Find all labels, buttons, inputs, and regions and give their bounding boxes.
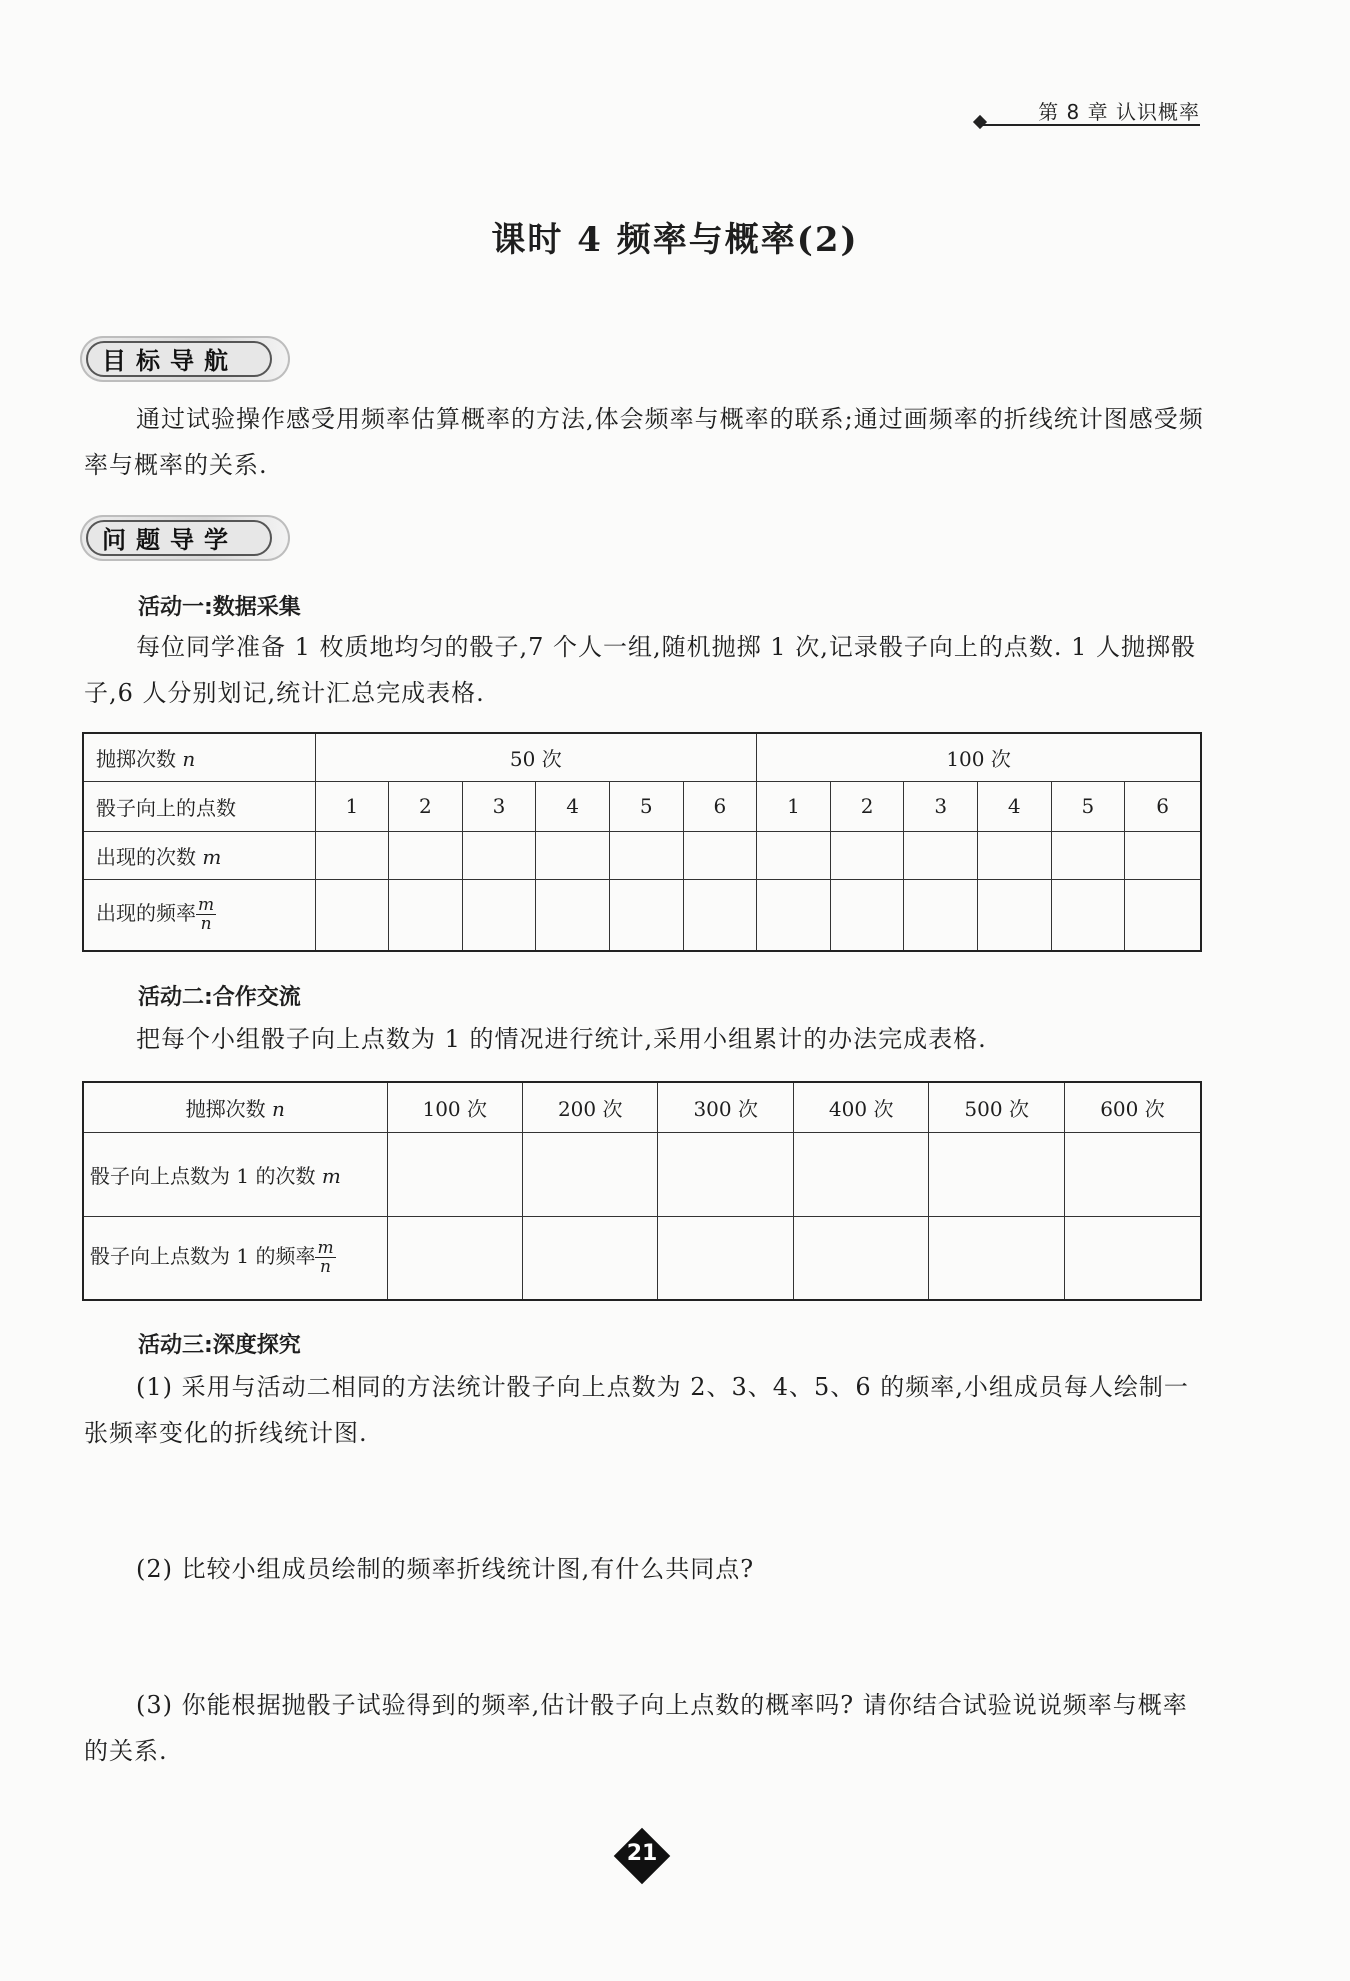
blank-cell[interactable] [536,879,610,951]
point-cell: 5 [1051,781,1125,831]
group-header-50: 50 次 [315,733,757,781]
row-label: 出现的频率 $\frac{m}{n}$ [83,879,315,951]
point-cell: 6 [1125,781,1201,831]
table-row [83,1082,1201,1132]
blank-cell[interactable] [1064,1132,1201,1216]
blank-cell[interactable] [683,831,757,879]
row-label: 出现的次数 m [83,831,315,879]
blank-cell[interactable] [977,831,1051,879]
goal-tab-label: 目标导航 [86,341,272,377]
blank-cell[interactable] [1051,879,1125,951]
lesson-title: 课时 4 频率与概率(2) [491,220,859,260]
table-row [83,1216,1201,1300]
row-label: 抛掷次数 n [83,733,315,781]
row-label: 骰子向上点数为 1 的频率 $\frac{m}{n}$ [83,1216,387,1300]
question-tab-label: 问题导学 [86,520,272,556]
blank-cell[interactable] [683,879,757,951]
blank-cell[interactable] [757,831,831,879]
blank-cell[interactable] [462,831,536,879]
blank-cell[interactable] [1064,1216,1201,1300]
page-number: 21 [626,1841,658,1866]
blank-cell[interactable] [658,1132,793,1216]
blank-cell[interactable] [609,831,683,879]
count-header: 500 次 [929,1082,1064,1132]
blank-cell[interactable] [522,1216,657,1300]
count-header: 600 次 [1064,1082,1201,1132]
table-row [83,1132,1201,1216]
point-cell: 4 [536,781,610,831]
blank-cell[interactable] [315,831,389,879]
count-header: 100 次 [387,1082,522,1132]
point-cell: 2 [389,781,463,831]
fraction: $\frac{m}{n}$ [198,895,215,935]
activity3-question-2: (2) 比较小组成员绘制的频率折线统计图,有什么共同点? [136,1555,755,1583]
point-cell: 1 [315,781,389,831]
blank-cell[interactable] [522,1132,657,1216]
activity3-question-1: (1) 采用与活动二相同的方法统计骰子向上点数为 2、3、4、5、6 的频率,小组成员每人绘制一张频率变化的折线统计图. [84,1373,1189,1447]
blank-cell[interactable] [315,879,389,951]
activity3-heading: 活动三:深度探究 [138,1333,301,1358]
blank-cell[interactable] [658,1216,793,1300]
activity3-question-3: (3) 你能根据抛骰子试验得到的频率,估计骰子向上点数的概率吗? 请你结合试验说说频率与概率的关系. [84,1691,1188,1765]
header-rule [980,124,1200,126]
table-row [83,733,1201,781]
goal-tab [80,336,290,382]
point-cell: 2 [830,781,904,831]
blank-cell[interactable] [1125,831,1201,879]
blank-cell[interactable] [387,1132,522,1216]
activity2-table [82,1081,1202,1301]
point-cell: 6 [683,781,757,831]
point-cell: 1 [757,781,831,831]
blank-cell[interactable] [929,1216,1064,1300]
count-header: 400 次 [793,1082,928,1132]
activity2-heading: 活动二:合作交流 [138,985,301,1010]
question-tab [80,515,290,561]
blank-cell[interactable] [387,1216,522,1300]
blank-cell[interactable] [462,879,536,951]
blank-cell[interactable] [389,831,463,879]
diamond-icon [973,115,987,129]
blank-cell[interactable] [1051,831,1125,879]
blank-cell[interactable] [904,879,978,951]
activity2-text: 把每个小组骰子向上点数为 1 的情况进行统计,采用小组累计的办法完成表格. [136,1025,987,1053]
blank-cell[interactable] [793,1132,928,1216]
goal-text: 通过试验操作感受用频率估算概率的方法,体会频率与概率的联系;通过画频率的折线统计图感受频率与概率的关系. [84,405,1204,479]
table-row [83,781,1201,831]
point-cell: 3 [904,781,978,831]
chapter-header: 第 8 章 认识概率 [1038,100,1200,124]
fraction: $\frac{m}{n}$ [317,1238,334,1278]
activity1-text: 每位同学准备 1 枚质地均匀的骰子,7 个人一组,随机抛掷 1 次,记录骰子向上的点数. 1 人抛掷骰子,6 人分别划记,统计汇总完成表格. [84,633,1196,707]
activity1-table [82,732,1202,952]
activity1-heading: 活动一:数据采集 [138,595,301,620]
blank-cell[interactable] [793,1216,928,1300]
blank-cell[interactable] [609,879,683,951]
blank-cell[interactable] [904,831,978,879]
table-row [83,831,1201,879]
count-header: 200 次 [522,1082,657,1132]
blank-cell[interactable] [929,1132,1064,1216]
point-cell: 5 [609,781,683,831]
point-cell: 3 [462,781,536,831]
blank-cell[interactable] [830,831,904,879]
row-label: 抛掷次数 n [83,1082,387,1132]
point-cell: 4 [977,781,1051,831]
blank-cell[interactable] [830,879,904,951]
row-label: 骰子向上点数为 1 的次数 m [83,1132,387,1216]
group-header-100: 100 次 [757,733,1201,781]
table-row [83,879,1201,951]
blank-cell[interactable] [757,879,831,951]
blank-cell[interactable] [536,831,610,879]
blank-cell[interactable] [977,879,1051,951]
count-header: 300 次 [658,1082,793,1132]
row-label: 骰子向上的点数 [83,781,315,831]
blank-cell[interactable] [389,879,463,951]
blank-cell[interactable] [1125,879,1201,951]
